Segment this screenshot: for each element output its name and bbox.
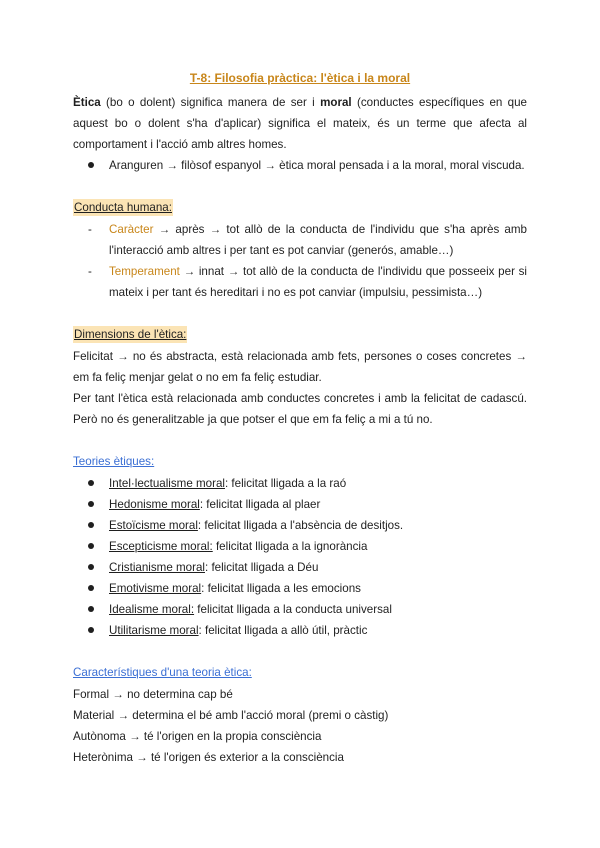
document-page [73,68,527,768]
section-conducta [73,197,527,303]
list-item: - Caràcter → après → tot allò de la conducta de l'individu que s'ha après amb l'interacció amb altres i per tant es pot canviar (generós, amable…) [88,223,527,257]
etica-term: Ètica [73,96,101,109]
conducta-list [73,219,527,303]
bullet-icon [88,162,94,168]
moral-term: moral [320,96,352,109]
list-item: Hedonisme moral: felicitat lligada al plaer [73,494,527,515]
bullet-icon [88,522,94,528]
list-item: Cristianisme moral: felicitat lligada a Déu [73,557,527,578]
caracter-term: Caràcter [109,223,154,236]
intro-bullet-list [73,155,527,176]
bullet-icon [88,501,94,507]
bullet-icon [88,627,94,633]
caracteristica-line: Heterònima → té l'origen és exterior a la consciència [73,751,344,764]
temperament-term: Temperament [109,265,180,278]
bullet-icon [88,564,94,570]
list-item: Intel·lectualisme moral: felicitat lligada a la raó [73,473,527,494]
caracteristica-line: Formal → no determina cap bé [73,688,233,701]
conducta-heading: Conducta humana: [74,201,172,214]
list-item: Estoïcisme moral: felicitat lligada a l'absència de desitjos. [73,515,527,536]
bullet-icon [88,606,94,612]
section-teories [73,451,527,641]
list-item: Emotivisme moral: felicitat lligada a les emocions [73,578,527,599]
dimensions-paragraph-2: Per tant l'ètica està relacionada amb conductes concretes i amb la felicitat de cadascú. Però no és generalitzable ja que potser el que em fa feliç a mi a tú no. [73,392,527,426]
caracteristiques-heading: Característiques d'una teoria ètica: [73,666,252,679]
teories-heading: Teories ètiques: [73,455,155,468]
dimensions-paragraph-1: Felicitat → no és abstracta, està relacionada amb fets, persones o coses concretes → em fa feliç menjar gelat o no em fa feliç estudiar. [73,350,527,384]
list-item: Aranguren → filòsof espanyol → ètica moral pensada i a la moral, moral viscuda. [73,155,527,176]
document-title: T-8: Filosofia pràctica: l'ètica i la moral [189,71,411,85]
bullet-icon [88,585,94,591]
bullet-icon [88,543,94,549]
intro-text-1: (bo o dolent) significa manera de ser i [100,96,321,109]
list-item: Utilitarisme moral: felicitat lligada a allò útil, pràctic [73,620,527,641]
intro-text-2: (conductes específiques en que aquest bo o dolent s'ha d'aplicar) significa el mateix, és un terme que afecta al comportament i l'acció amb altres homes. [73,96,528,151]
list-item: Idealisme moral: felicitat lligada a la conducta universal [73,599,527,620]
dimensions-heading: Dimensions de l'ètica: [74,328,187,341]
teories-list [73,473,527,641]
list-item: - Temperament → innat → tot allò de la conducta de l'individu que posseeix per si mateix i per tant és hereditari i no es pot canviar (impulsiu, pessimista…) [88,265,527,299]
caracteristica-line: Material → determina el bé amb l'acció moral (premi o càstig) [73,709,389,722]
bullet-icon [88,480,94,486]
intro-paragraph [73,92,527,155]
list-item: Escepticisme moral: felicitat lligada a la ignorància [73,536,527,557]
caracteristica-line: Autònoma → té l'origen en la propia consciència [73,730,322,743]
section-caracteristiques [73,662,527,768]
section-dimensions [73,324,527,430]
